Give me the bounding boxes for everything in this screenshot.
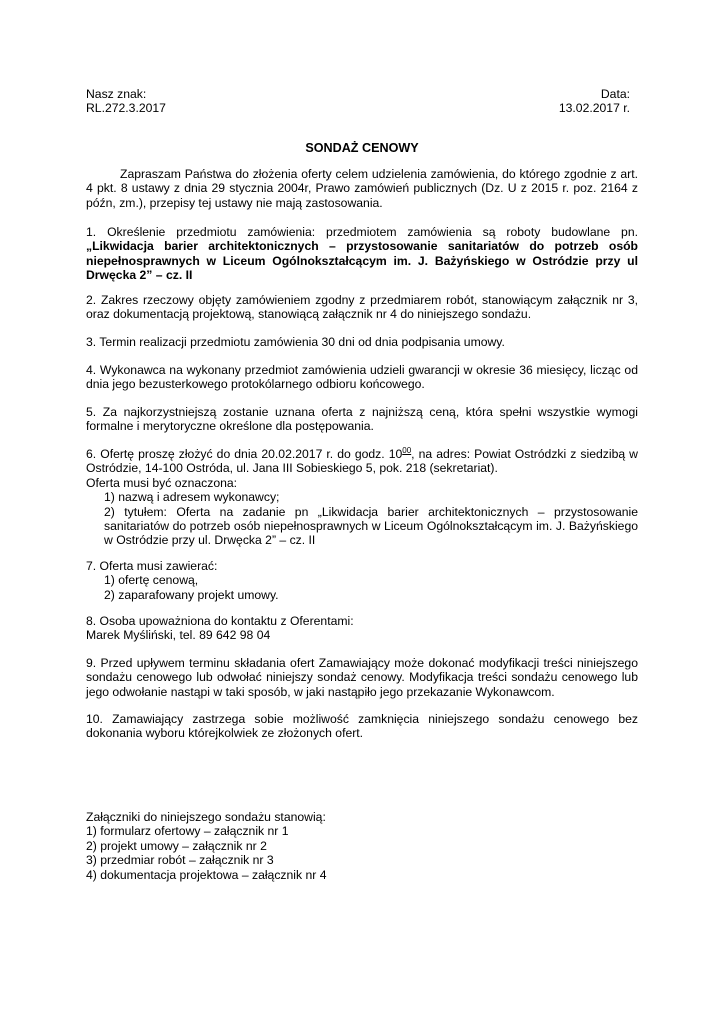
section-1-task-name: „Likwidacja barier architektonicznych – przystosowanie sanitariatów do potrzeb osób niepełnosprawnych w Liceum Ogólnokształcącym im. J. Bażyńskiego w Ostródzie przy ul Drwęcka 2” – cz. II <box>86 239 638 283</box>
reference-block <box>86 87 166 116</box>
section-6 <box>86 447 638 548</box>
section-10: 10. Zamawiający zastrzega sobie możliwość zamknięcia niniejszego sondażu cenowego bez dokonania wyboru którejkolwiek ze złożonych ofert. <box>86 712 638 741</box>
attachments-list <box>86 810 638 882</box>
attachment-item: 1) formularz ofertowy – załącznik nr 1 <box>86 824 289 839</box>
section-7-item-2: 2) zaparafowany projekt umowy. <box>104 587 279 602</box>
attachment-item: 2) projekt umowy – załącznik nr 2 <box>86 838 267 853</box>
date-value: 13.02.2017 r. <box>558 101 630 116</box>
reference-label: Nasz znak: <box>86 87 147 101</box>
section-8 <box>86 614 638 643</box>
intro-paragraph: Zapraszam Państwa do złożenia oferty celem udzielenia zamówienia, do którego zgodnie z art. 4 pkt. 8 ustawy z dnia 29 stycznia 2004r, Prawo zamówień publicznych (Dz. U z 2015 r. poz. 2164 z późn, zm.), przepisy tej ustawy nie mają zastosowania. <box>86 167 638 210</box>
section-9: 9. Przed upływem terminu składania ofert Zamawiający może dokonać modyfikacji treści niniejszego sondażu cenowego lub odwołać niniejszy sondaż cenowy. Modyfikacja treści sondażu cenowego lub jego odwołanie nastąpi w taki sposób, w jaki nastąpiło jego przekazanie Wykonawcom. <box>86 656 638 699</box>
reference-number: RL.272.3.2017 <box>86 101 166 116</box>
section-6-marking-label: Oferta musi być oznaczona: <box>86 475 238 490</box>
section-1-text: 1. Określenie przedmiotu zamówienia: przedmiotem zamówienia są roboty budowlane pn. <box>86 225 638 239</box>
section-4: 4. Wykonawca na wykonany przedmiot zamówienia udzieli gwarancji w okresie 36 miesięcy, licząc od dnia jego bezusterkowego protokólarnego odbioru końcowego. <box>86 363 638 392</box>
attachment-item: 3) przedmiar robót – załącznik nr 3 <box>86 853 274 868</box>
date-block <box>559 87 630 116</box>
section-7 <box>86 559 638 602</box>
attachments-label: Załączniki do niniejszego sondażu stanowią: <box>86 810 326 824</box>
date-label: Data: <box>600 87 630 101</box>
hour-superscript: 00 <box>402 446 412 455</box>
section-2: 2. Zakres rzeczowy objęty zamówieniem zgodny z przedmiarem robót, stanowiącym załącznik nr 3, oraz dokumentacją projektową, stanowiącą załącznik nr 4 do niniejszego sondażu. <box>86 293 638 322</box>
section-7-label: 7. Oferta musi zawierać: <box>86 559 218 573</box>
section-5: 5. Za najkorzystniejszą zostanie uznana oferta z najniższą ceną, która spełni wszystkie wymogi formalne i merytoryczne określone dla postępowania. <box>86 405 638 434</box>
section-8-label: 8. Osoba upoważniona do kontaktu z Oferentami: <box>86 614 354 628</box>
section-6-deadline: 6. Ofertę proszę złożyć do dnia 20.02.2017 r. do godz. $10^{00}$, na adres: Powiat Ostródzki z siedzibą w Ostródzie, 14-100 Ostróda, ul. Jana III Sobieskiego 5, pok. 218 (sekretariat). <box>86 446 638 476</box>
attachment-item: 4) dokumentacja projektowa – załącznik nr 4 <box>86 867 327 882</box>
section-6-item-1: 1) nazwą i adresem wykonawcy; <box>104 490 280 505</box>
section-1 <box>86 225 638 283</box>
document-title: SONDAŻ CENOWY <box>305 141 419 155</box>
section-6-item-2: 2) tytułem: Oferta na zadanie pn „Likwidacja barier architektonicznych – przystosowanie sanitariatów do potrzeb osób niepełnosprawnych w Liceum Ogólnokształcącym im. J. Bażyńskiego w Ostródzie przy ul. Drwęcka 2” – cz. II <box>104 504 638 548</box>
section-3: 3. Termin realizacji przedmiotu zamówienia 30 dni od dnia podpisania umowy. <box>86 335 505 349</box>
section-7-item-1: 1) ofertę cenową, <box>104 573 199 588</box>
contact-person: Marek Myśliński, tel. 89 642 98 04 <box>86 628 271 643</box>
